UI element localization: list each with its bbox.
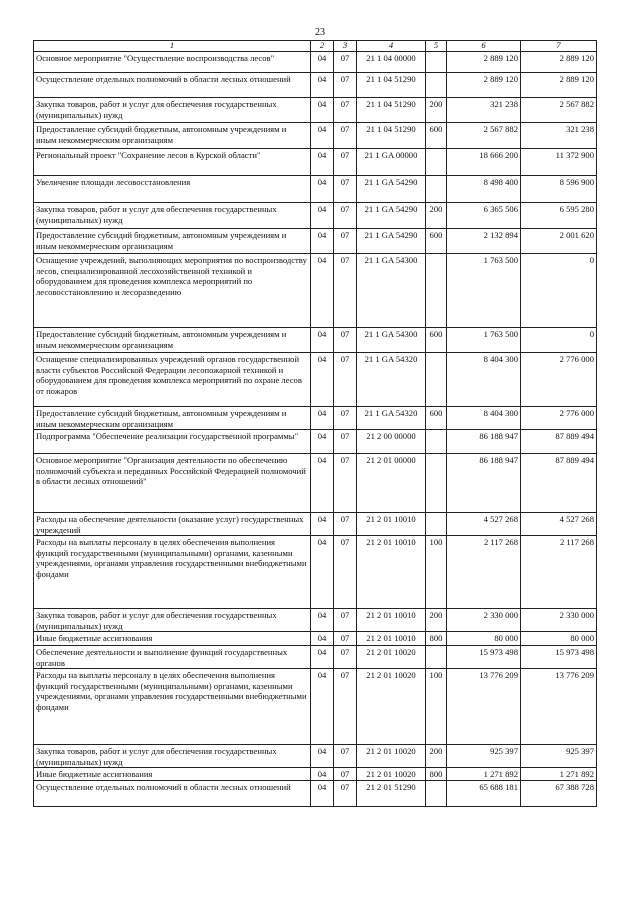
row-expense-type-cell: 800 bbox=[426, 768, 447, 781]
row-target-article-cell: 21 2 01 10020 bbox=[357, 646, 426, 669]
row-name-cell: Закупка товаров, работ и услуг для обеспечения государственных (муниципальных) нужд bbox=[34, 203, 311, 229]
row-name-cell: Предоставление субсидий бюджетным, автономным учреждениям и иным некоммерческим организациям bbox=[34, 328, 311, 353]
row-section-cell: 04 bbox=[311, 454, 334, 513]
row-expense-type-cell: 200 bbox=[426, 203, 447, 229]
row-section-cell: 04 bbox=[311, 536, 334, 609]
row-name-cell: Иные бюджетные ассигнования bbox=[34, 768, 311, 781]
header-row bbox=[34, 41, 597, 52]
page-number: 23 bbox=[315, 27, 325, 38]
row-amount-year1-cell: 80 000 bbox=[447, 632, 521, 646]
row-expense-type-cell: 600 bbox=[426, 123, 447, 149]
row-target-article-cell: 21 1 04 51290 bbox=[357, 123, 426, 149]
row-section-cell: 04 bbox=[311, 609, 334, 632]
row-section-cell: 04 bbox=[311, 745, 334, 768]
table-row bbox=[34, 646, 597, 669]
header-cell-4: 4 bbox=[357, 41, 426, 52]
row-section-cell: 04 bbox=[311, 203, 334, 229]
table-row bbox=[34, 536, 597, 609]
row-section-cell: 04 bbox=[311, 123, 334, 149]
row-amount-year2-cell: 1 271 892 bbox=[521, 768, 597, 781]
row-amount-year1-cell: 65 688 181 bbox=[447, 781, 521, 807]
row-target-article-cell: 21 1 GA 54290 bbox=[357, 176, 426, 203]
row-subsection-cell: 07 bbox=[334, 407, 357, 430]
row-subsection-cell: 07 bbox=[334, 430, 357, 454]
row-section-cell: 04 bbox=[311, 353, 334, 407]
row-name-cell: Увеличение площади лесовосстановления bbox=[34, 176, 311, 203]
row-amount-year1-cell: 4 527 268 bbox=[447, 513, 521, 536]
row-name-cell: Оснащение учреждений, выполняющих мероприятия по воспроизводству лесов, специализированной лесохозяйственной техникой и оборудованием для проведения комплекса мероприятий по лесовосстановлению и лесоразведению bbox=[34, 254, 311, 328]
row-amount-year1-cell: 8 498 400 bbox=[447, 176, 521, 203]
row-name-cell: Подпрограмма "Обеспечение реализации государственной программы" bbox=[34, 430, 311, 454]
table-row bbox=[34, 52, 597, 73]
row-subsection-cell: 07 bbox=[334, 768, 357, 781]
row-section-cell: 04 bbox=[311, 254, 334, 328]
table-row bbox=[34, 781, 597, 807]
row-amount-year1-cell: 6 365 506 bbox=[447, 203, 521, 229]
row-expense-type-cell bbox=[426, 149, 447, 176]
row-target-article-cell: 21 1 GA 54290 bbox=[357, 203, 426, 229]
row-amount-year2-cell: 2 001 620 bbox=[521, 229, 597, 254]
table-row bbox=[34, 430, 597, 454]
row-amount-year1-cell: 2 889 120 bbox=[447, 52, 521, 73]
row-amount-year2-cell: 2 117 268 bbox=[521, 536, 597, 609]
row-subsection-cell: 07 bbox=[334, 669, 357, 745]
row-subsection-cell: 07 bbox=[334, 781, 357, 807]
row-expense-type-cell bbox=[426, 454, 447, 513]
row-name-cell: Осуществление отдельных полномочий в области лесных отношений bbox=[34, 781, 311, 807]
row-amount-year2-cell: 2 330 000 bbox=[521, 609, 597, 632]
row-subsection-cell: 07 bbox=[334, 536, 357, 609]
row-target-article-cell: 21 2 00 00000 bbox=[357, 430, 426, 454]
row-target-article-cell: 21 1 GA 54320 bbox=[357, 353, 426, 407]
budget-table bbox=[33, 40, 597, 807]
table-row bbox=[34, 98, 597, 123]
row-amount-year2-cell: 87 889 494 bbox=[521, 454, 597, 513]
row-expense-type-cell: 800 bbox=[426, 632, 447, 646]
row-amount-year2-cell: 6 595 280 bbox=[521, 203, 597, 229]
header-cell-5: 5 bbox=[426, 41, 447, 52]
row-expense-type-cell: 100 bbox=[426, 536, 447, 609]
row-subsection-cell: 07 bbox=[334, 149, 357, 176]
row-section-cell: 04 bbox=[311, 781, 334, 807]
row-subsection-cell: 07 bbox=[334, 176, 357, 203]
row-subsection-cell: 07 bbox=[334, 98, 357, 123]
row-amount-year2-cell: 87 889 494 bbox=[521, 430, 597, 454]
row-target-article-cell: 21 2 01 10020 bbox=[357, 745, 426, 768]
row-section-cell: 04 bbox=[311, 430, 334, 454]
row-target-article-cell: 21 1 GA 54300 bbox=[357, 254, 426, 328]
row-subsection-cell: 07 bbox=[334, 73, 357, 98]
row-name-cell: Расходы на выплаты персоналу в целях обеспечения выполнения функций государственными (муниципальными) органами, казенными учреждениями, органами управления государственными внебюджетными фондами bbox=[34, 536, 311, 609]
row-amount-year1-cell: 2 889 120 bbox=[447, 73, 521, 98]
row-expense-type-cell bbox=[426, 353, 447, 407]
row-amount-year2-cell: 321 238 bbox=[521, 123, 597, 149]
row-amount-year2-cell: 67 388 728 bbox=[521, 781, 597, 807]
row-amount-year1-cell: 2 330 000 bbox=[447, 609, 521, 632]
row-amount-year2-cell: 2 776 000 bbox=[521, 407, 597, 430]
row-subsection-cell: 07 bbox=[334, 745, 357, 768]
row-amount-year2-cell: 0 bbox=[521, 254, 597, 328]
row-amount-year1-cell: 321 238 bbox=[447, 98, 521, 123]
row-amount-year2-cell: 2 889 120 bbox=[521, 52, 597, 73]
row-subsection-cell: 07 bbox=[334, 353, 357, 407]
row-target-article-cell: 21 1 04 00000 bbox=[357, 52, 426, 73]
row-target-article-cell: 21 2 01 10010 bbox=[357, 609, 426, 632]
row-amount-year2-cell: 2 567 882 bbox=[521, 98, 597, 123]
row-name-cell: Закупка товаров, работ и услуг для обеспечения государственных (муниципальных) нужд bbox=[34, 609, 311, 632]
row-expense-type-cell bbox=[426, 430, 447, 454]
row-subsection-cell: 07 bbox=[334, 513, 357, 536]
row-name-cell: Региональный проект "Сохранение лесов в Курской области" bbox=[34, 149, 311, 176]
row-target-article-cell: 21 1 GA 54320 bbox=[357, 407, 426, 430]
row-amount-year1-cell: 8 404 300 bbox=[447, 407, 521, 430]
row-expense-type-cell bbox=[426, 646, 447, 669]
row-name-cell: Предоставление субсидий бюджетным, автономным учреждениям и иным некоммерческим организациям bbox=[34, 123, 311, 149]
row-expense-type-cell: 200 bbox=[426, 745, 447, 768]
table-row bbox=[34, 513, 597, 536]
row-subsection-cell: 07 bbox=[334, 229, 357, 254]
row-section-cell: 04 bbox=[311, 632, 334, 646]
header-cell-1: 1 bbox=[34, 41, 311, 52]
table-row bbox=[34, 254, 597, 328]
row-subsection-cell: 07 bbox=[334, 52, 357, 73]
row-amount-year1-cell: 1 271 892 bbox=[447, 768, 521, 781]
row-amount-year2-cell: 2 776 000 bbox=[521, 353, 597, 407]
row-expense-type-cell: 200 bbox=[426, 98, 447, 123]
row-name-cell: Осуществление отдельных полномочий в области лесных отношений bbox=[34, 73, 311, 98]
row-amount-year1-cell: 8 404 300 bbox=[447, 353, 521, 407]
row-amount-year1-cell: 86 188 947 bbox=[447, 430, 521, 454]
table-row bbox=[34, 149, 597, 176]
row-amount-year1-cell: 2 567 882 bbox=[447, 123, 521, 149]
row-name-cell: Обеспечение деятельности и выполнение функций государственных органов bbox=[34, 646, 311, 669]
row-name-cell: Закупка товаров, работ и услуг для обеспечения государственных (муниципальных) нужд bbox=[34, 98, 311, 123]
table-row bbox=[34, 632, 597, 646]
row-target-article-cell: 21 1 04 51290 bbox=[357, 73, 426, 98]
row-section-cell: 04 bbox=[311, 328, 334, 353]
row-section-cell: 04 bbox=[311, 176, 334, 203]
table-row bbox=[34, 229, 597, 254]
row-expense-type-cell: 100 bbox=[426, 669, 447, 745]
row-expense-type-cell bbox=[426, 513, 447, 536]
row-amount-year2-cell: 0 bbox=[521, 328, 597, 353]
row-section-cell: 04 bbox=[311, 149, 334, 176]
row-amount-year1-cell: 1 763 500 bbox=[447, 328, 521, 353]
row-target-article-cell: 21 2 01 10010 bbox=[357, 536, 426, 609]
row-amount-year2-cell: 8 596 900 bbox=[521, 176, 597, 203]
table-row bbox=[34, 328, 597, 353]
row-expense-type-cell bbox=[426, 176, 447, 203]
row-expense-type-cell bbox=[426, 254, 447, 328]
row-target-article-cell: 21 1 04 51290 bbox=[357, 98, 426, 123]
row-target-article-cell: 21 2 01 10020 bbox=[357, 768, 426, 781]
row-amount-year2-cell: 2 889 120 bbox=[521, 73, 597, 98]
row-expense-type-cell: 600 bbox=[426, 229, 447, 254]
row-amount-year2-cell: 925 397 bbox=[521, 745, 597, 768]
header-cell-2: 2 bbox=[311, 41, 334, 52]
row-amount-year2-cell: 13 776 209 bbox=[521, 669, 597, 745]
table-row bbox=[34, 407, 597, 430]
row-amount-year1-cell: 15 973 498 bbox=[447, 646, 521, 669]
row-expense-type-cell: 600 bbox=[426, 407, 447, 430]
row-name-cell: Расходы на обеспечение деятельности (оказание услуг) государственных учреждений bbox=[34, 513, 311, 536]
row-amount-year2-cell: 4 527 268 bbox=[521, 513, 597, 536]
row-target-article-cell: 21 2 01 10010 bbox=[357, 632, 426, 646]
row-section-cell: 04 bbox=[311, 73, 334, 98]
row-target-article-cell: 21 2 01 00000 bbox=[357, 454, 426, 513]
row-name-cell: Оснащение специализированных учреждений органов государственной власти субъектов Российской Федерации лесопожарной техникой и оборудованием для проведения комплекса мероприятий по охране лесов от пожаров bbox=[34, 353, 311, 407]
row-expense-type-cell bbox=[426, 73, 447, 98]
row-amount-year1-cell: 925 397 bbox=[447, 745, 521, 768]
row-amount-year2-cell: 11 372 900 bbox=[521, 149, 597, 176]
row-section-cell: 04 bbox=[311, 407, 334, 430]
row-name-cell: Расходы на выплаты персоналу в целях обеспечения выполнения функций государственными (муниципальными) органами, казенными учреждениями, органами управления государственными внебюджетными фондами bbox=[34, 669, 311, 745]
row-subsection-cell: 07 bbox=[334, 254, 357, 328]
row-amount-year1-cell: 18 666 200 bbox=[447, 149, 521, 176]
row-target-article-cell: 21 1 GA 54300 bbox=[357, 328, 426, 353]
row-target-article-cell: 21 2 01 10010 bbox=[357, 513, 426, 536]
row-name-cell: Закупка товаров, работ и услуг для обеспечения государственных (муниципальных) нужд bbox=[34, 745, 311, 768]
table-row bbox=[34, 768, 597, 781]
header-cell-6: 6 bbox=[447, 41, 521, 52]
table-row bbox=[34, 745, 597, 768]
row-expense-type-cell: 200 bbox=[426, 609, 447, 632]
row-expense-type-cell bbox=[426, 781, 447, 807]
row-section-cell: 04 bbox=[311, 229, 334, 254]
header-cell-7: 7 bbox=[521, 41, 597, 52]
row-amount-year1-cell: 86 188 947 bbox=[447, 454, 521, 513]
row-name-cell: Основное мероприятие "Организация деятельности по обеспечению полномочий субъекта и переданных Российской Федерацией полномочий в области лесных отношений" bbox=[34, 454, 311, 513]
row-subsection-cell: 07 bbox=[334, 123, 357, 149]
header-cell-3: 3 bbox=[334, 41, 357, 52]
table-row bbox=[34, 176, 597, 203]
row-expense-type-cell: 600 bbox=[426, 328, 447, 353]
row-target-article-cell: 21 1 GA 54290 bbox=[357, 229, 426, 254]
row-subsection-cell: 07 bbox=[334, 632, 357, 646]
row-section-cell: 04 bbox=[311, 669, 334, 745]
row-target-article-cell: 21 2 01 10020 bbox=[357, 669, 426, 745]
row-name-cell: Иные бюджетные ассигнования bbox=[34, 632, 311, 646]
row-subsection-cell: 07 bbox=[334, 454, 357, 513]
table-row bbox=[34, 123, 597, 149]
row-amount-year1-cell: 2 132 894 bbox=[447, 229, 521, 254]
row-amount-year2-cell: 80 000 bbox=[521, 632, 597, 646]
table-row bbox=[34, 454, 597, 513]
row-section-cell: 04 bbox=[311, 646, 334, 669]
row-name-cell: Основное мероприятие "Осуществление воспроизводства лесов" bbox=[34, 52, 311, 73]
row-target-article-cell: 21 2 01 51290 bbox=[357, 781, 426, 807]
row-name-cell: Предоставление субсидий бюджетным, автономным учреждениям и иным некоммерческим организациям bbox=[34, 407, 311, 430]
row-amount-year2-cell: 15 973 498 bbox=[521, 646, 597, 669]
row-subsection-cell: 07 bbox=[334, 609, 357, 632]
row-amount-year1-cell: 1 763 500 bbox=[447, 254, 521, 328]
row-section-cell: 04 bbox=[311, 52, 334, 73]
row-expense-type-cell bbox=[426, 52, 447, 73]
table-row bbox=[34, 203, 597, 229]
row-amount-year1-cell: 13 776 209 bbox=[447, 669, 521, 745]
row-subsection-cell: 07 bbox=[334, 328, 357, 353]
row-section-cell: 04 bbox=[311, 98, 334, 123]
row-subsection-cell: 07 bbox=[334, 646, 357, 669]
table-row bbox=[34, 609, 597, 632]
row-name-cell: Предоставление субсидий бюджетным, автономным учреждениям и иным некоммерческим организациям bbox=[34, 229, 311, 254]
table-row bbox=[34, 73, 597, 98]
row-section-cell: 04 bbox=[311, 513, 334, 536]
row-section-cell: 04 bbox=[311, 768, 334, 781]
table-row bbox=[34, 353, 597, 407]
row-target-article-cell: 21 1 GA 00000 bbox=[357, 149, 426, 176]
row-subsection-cell: 07 bbox=[334, 203, 357, 229]
row-amount-year1-cell: 2 117 268 bbox=[447, 536, 521, 609]
table-row bbox=[34, 669, 597, 745]
